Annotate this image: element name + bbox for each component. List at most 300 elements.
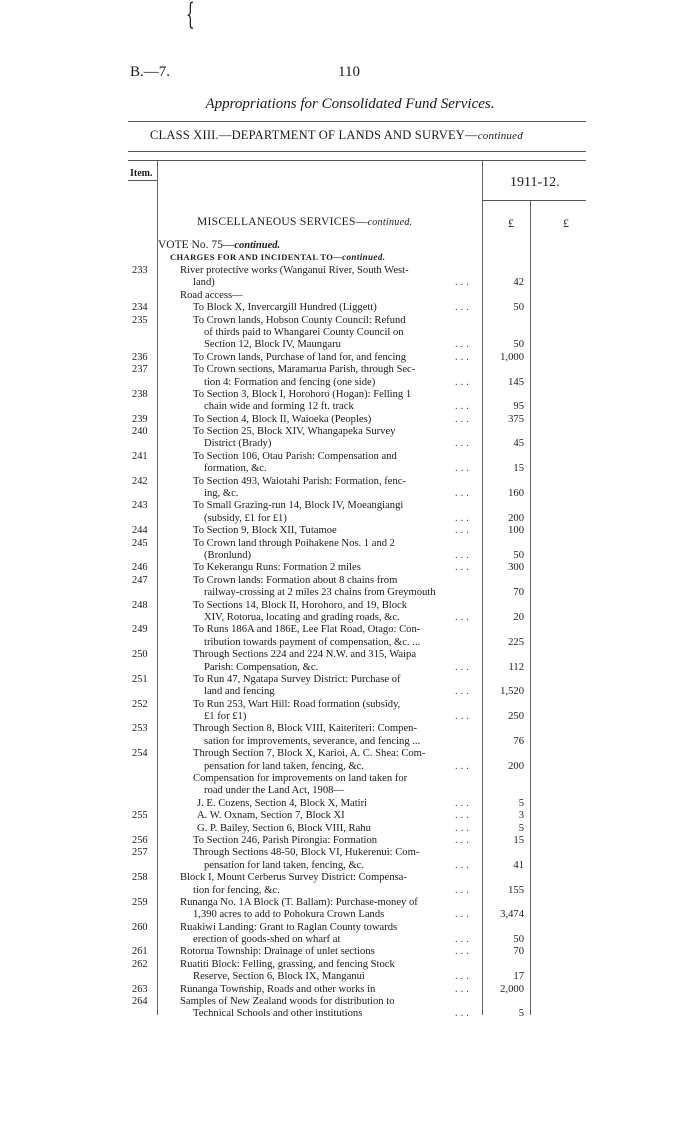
table-row (0, 438, 700, 450)
table-row (0, 500, 700, 512)
line-text-content: Section 12, Block IV, Maungaru (204, 339, 341, 351)
line-text (180, 922, 397, 934)
line-text (193, 934, 340, 946)
amount-value: 50 (513, 339, 524, 351)
line-text (204, 377, 375, 389)
item-number: 255 (132, 810, 148, 822)
table-row (0, 649, 700, 661)
item-number: 253 (132, 723, 148, 735)
line-text (204, 401, 354, 413)
line-text (180, 946, 375, 958)
line-text (180, 265, 409, 277)
table-row (0, 290, 700, 302)
leader-dots: ... (455, 934, 472, 946)
table-row (0, 922, 700, 934)
table-row (0, 686, 700, 698)
line-text (204, 612, 400, 624)
line-text (204, 550, 251, 562)
document-reference: B.—7. (130, 64, 171, 80)
line-text-content: Through Section 8, Block VIII, Kaiteriteri: Compen- (193, 723, 417, 735)
amount-value: 1,000 (500, 351, 524, 363)
item-number: 256 (132, 834, 148, 846)
line-text-content: Compensation for improvements on land taken for (193, 773, 408, 785)
amount-value: 112 (508, 661, 524, 673)
leader-dots: ... (455, 822, 472, 834)
line-text-content: tion 4: Formation and fencing (one side) (204, 376, 376, 388)
table-row (0, 488, 700, 500)
amount-value: 200 (508, 512, 524, 524)
line-text (193, 699, 400, 711)
item-number: 245 (132, 537, 148, 549)
leader-dots: ... (455, 946, 472, 958)
item-number: 252 (132, 698, 148, 710)
table-row (0, 934, 700, 946)
table-row (0, 984, 700, 996)
line-text (204, 587, 436, 599)
item-number: 259 (132, 896, 148, 908)
brace-item-255: { (186, 0, 195, 32)
line-text-content: 1,390 acres to add to Pohokura Crown Lands (193, 909, 385, 921)
amount-value: 45 (513, 438, 524, 450)
line-text-content: To Crown sections, Maramarua Parish, through Sec- (193, 364, 416, 376)
amount-value: 200 (508, 760, 524, 772)
table-row (0, 736, 700, 748)
table-row (0, 600, 700, 612)
line-text (193, 500, 403, 512)
line-text (204, 327, 404, 339)
line-text (193, 575, 397, 587)
line-text (193, 525, 337, 537)
line-text-content: (subsidy, £1 for £1) (204, 512, 287, 524)
line-text (204, 463, 267, 475)
vote-heading (158, 239, 280, 251)
leader-dots: ... (455, 438, 472, 450)
line-text (193, 909, 384, 921)
leader-dots: ... (455, 983, 472, 995)
table-row (0, 302, 700, 314)
line-text (180, 872, 407, 884)
item-number: 260 (132, 921, 148, 933)
item-number: 242 (132, 475, 148, 487)
charges-heading-continued: continued. (342, 252, 386, 262)
leader-dots: ... (455, 810, 472, 822)
amount-value: 250 (508, 711, 524, 723)
line-text (204, 785, 344, 797)
leader-dots: ... (455, 339, 472, 351)
line-text-content: To Crown land through Poihakene Nos. 1 and 2 (193, 537, 395, 549)
item-number: 248 (132, 599, 148, 611)
table-row (0, 377, 700, 389)
amount-value: 155 (508, 884, 524, 896)
line-text (193, 562, 361, 574)
line-text (204, 736, 420, 748)
line-text-content: Runanga Township, Roads and other works in (180, 983, 376, 995)
amount-value: 15 (513, 463, 524, 475)
table-row (0, 339, 700, 351)
table-row (0, 525, 700, 537)
table-row (0, 389, 700, 401)
item-number: 257 (132, 847, 148, 859)
year-header-rule (482, 200, 586, 201)
line-text (193, 773, 407, 785)
table-row (0, 872, 700, 884)
table-row (0, 463, 700, 475)
line-text (204, 637, 420, 649)
rule-top (128, 121, 586, 122)
line-text-content: tion for fencing, &c. (193, 884, 280, 896)
line-text-content: XIV, Rotorua, locating and grading roads, &c. (204, 611, 400, 623)
line-text (204, 339, 341, 351)
leader-dots: ... (455, 971, 472, 983)
table-row (0, 946, 700, 958)
amount-value: 5 (518, 822, 524, 834)
line-text-content: land and fencing (204, 686, 275, 698)
line-text (193, 538, 395, 550)
line-text (204, 662, 318, 674)
line-text-content: To Section 106, Otau Parish: Compensation and (193, 450, 397, 462)
leader-dots: ... (455, 401, 472, 413)
table-row (0, 315, 700, 327)
line-text-content: Reserve, Section 6, Block IX, Manganui (193, 971, 365, 983)
line-text (204, 488, 238, 500)
table-row (0, 996, 700, 1008)
page-title: Appropriations for Consolidated Fund Services. (205, 96, 495, 112)
item-number: 262 (132, 958, 148, 970)
leader-dots: ... (455, 302, 472, 314)
line-text-content: To Section 25, Block XIV, Whangapeka Survey (193, 426, 396, 438)
table-row (0, 513, 700, 525)
table-row (0, 711, 700, 723)
amount-value: 42 (513, 277, 524, 289)
line-text-content: To Section 9, Block XII, Tutamoe (193, 525, 337, 537)
line-text (193, 748, 425, 760)
item-number: 247 (132, 574, 148, 586)
leader-dots: ... (455, 351, 472, 363)
amount-value: 41 (513, 859, 524, 871)
item-number: 264 (132, 996, 148, 1008)
line-text (180, 897, 418, 909)
item-number: 236 (132, 351, 148, 363)
table-row (0, 847, 700, 859)
table-row (0, 538, 700, 550)
charges-heading-main: CHARGES FOR AND INCIDENTAL TO— (170, 252, 343, 262)
table-row (0, 761, 700, 773)
line-text (193, 971, 365, 983)
amount-value: 50 (513, 934, 524, 946)
line-text-content: Runanga No. 1A Block (T. Ballam): Purchase-money of (180, 896, 418, 908)
item-number: 241 (132, 450, 148, 462)
table-row (0, 1008, 700, 1020)
table-row (0, 860, 700, 872)
table-row (0, 562, 700, 574)
line-text-content: To Small Grazing-run 14, Block IV, Moeangiangi (193, 500, 404, 512)
item-column-header: Item. (130, 168, 153, 179)
class-heading-main: CLASS XIII.—DEPARTMENT OF LANDS AND SURVEY— (150, 128, 478, 142)
line-text (193, 389, 411, 401)
amount-value: 100 (508, 525, 524, 537)
line-text-content: (Bronlund) (204, 549, 252, 561)
line-text-content: Through Section 7, Block X, Karioi, A. C. Shea: Com- (193, 748, 426, 760)
line-text (193, 649, 416, 661)
item-number: 240 (132, 426, 148, 438)
year-column-header: 1911-12. (510, 175, 560, 190)
amount-value: 95 (513, 401, 524, 413)
line-text-content: of thirds paid to Whangarei County Council on (204, 326, 404, 338)
line-text (193, 414, 371, 426)
line-text-content: erection of goods-shed on wharf at (193, 934, 341, 946)
line-text (193, 315, 406, 327)
line-text-content: road under the Land Act, 1908— (204, 785, 345, 797)
item-number: 249 (132, 624, 148, 636)
line-text (193, 426, 395, 438)
table-row (0, 798, 700, 810)
leader-dots: ... (455, 661, 472, 673)
table-row (0, 612, 700, 624)
table-row (0, 327, 700, 339)
line-text (193, 364, 415, 376)
table-row (0, 550, 700, 562)
table-row (0, 823, 700, 835)
line-text (193, 723, 417, 735)
amount-value: 160 (508, 488, 524, 500)
line-text-content: ing, &c. (204, 488, 239, 500)
line-text (204, 686, 275, 698)
charges-heading (170, 252, 385, 262)
item-number: 234 (132, 302, 148, 314)
line-text-content: Parish: Compensation, &c. (204, 661, 319, 673)
amount-value: 225 (508, 636, 524, 648)
line-text-content: G. P. Bailey, Section 6, Block VIII, Rahu (197, 822, 371, 834)
line-text-content: Road access— (180, 289, 243, 301)
line-text-content: railway-crossing at 2 miles 23 chains from Greymouth (204, 587, 436, 599)
line-text (204, 761, 364, 773)
table-row (0, 959, 700, 971)
line-text (204, 438, 271, 450)
item-number: 237 (132, 364, 148, 376)
table-row (0, 885, 700, 897)
table-row (0, 575, 700, 587)
item-number: 239 (132, 413, 148, 425)
line-text-content: To Kekerangu Runs: Formation 2 miles (193, 562, 361, 574)
item-number: 235 (132, 314, 148, 326)
amount-value: 17 (513, 971, 524, 983)
table-row (0, 451, 700, 463)
leader-dots: ... (455, 797, 472, 809)
item-number: 233 (132, 265, 148, 276)
leader-dots: ... (455, 488, 472, 500)
leader-dots: ... (455, 884, 472, 896)
line-text (193, 885, 280, 897)
line-text-content: tribution towards payment of compensation, &c. ... (204, 636, 421, 648)
table-row (0, 637, 700, 649)
table-row (0, 835, 700, 847)
line-text-content: To Section 4, Block II, Waioeka (Peoples) (193, 413, 372, 425)
amount-value: 3,474 (500, 909, 524, 921)
table-row (0, 662, 700, 674)
line-text-content: £1 for £1) (204, 711, 247, 723)
line-text (197, 810, 345, 822)
line-text-content: Technical Schools and other institutions (193, 1008, 363, 1020)
amount-value: 50 (513, 549, 524, 561)
amount-value: 70 (513, 946, 524, 958)
line-text-content: River protective works (Wanganui River, South West- (180, 265, 409, 276)
line-text-content: District (Brady) (204, 438, 272, 450)
table-row (0, 624, 700, 636)
line-text-content: To Runs 186A and 186E, Lee Flat Road, Otago: Con- (193, 624, 421, 636)
leader-dots: ... (455, 277, 472, 289)
line-text-content: To Section 246, Parish Pirongia: Formation (193, 834, 378, 846)
page-number: 110 (338, 64, 360, 80)
line-text-content: To Sections 14, Block II, Horohoro, and 19, Block (193, 599, 408, 611)
table-row (0, 773, 700, 785)
leader-dots: ... (455, 760, 472, 772)
leader-dots: ... (455, 711, 472, 723)
table-row (0, 909, 700, 921)
line-text (193, 476, 406, 488)
line-text (180, 984, 375, 996)
line-text-content: sation for improvements, severance, and fencing ... (204, 735, 421, 747)
amount-value: 5 (518, 1008, 524, 1020)
line-text (193, 1008, 362, 1020)
line-text (193, 352, 406, 364)
item-number: 250 (132, 649, 148, 661)
line-text (193, 624, 420, 636)
line-text-content: Through Sections 224 and 224 N.W. and 315, Waipa (193, 649, 417, 661)
line-text (193, 451, 397, 463)
amount-value: 1,520 (500, 686, 524, 698)
amount-value: 300 (508, 562, 524, 574)
item-number: 254 (132, 748, 148, 760)
line-text (193, 302, 377, 314)
table-row (0, 476, 700, 488)
amount-value: 2,000 (500, 983, 524, 995)
line-text (204, 513, 287, 525)
leader-dots: ... (455, 909, 472, 921)
table-row (0, 587, 700, 599)
table-row (0, 674, 700, 686)
leader-dots: ... (455, 859, 472, 871)
leader-dots: ... (455, 834, 472, 846)
amount-value: 375 (508, 413, 524, 425)
line-text-content: Rotorua Township: Drainage of unlet sections (180, 946, 375, 958)
leader-dots: ... (455, 512, 472, 524)
line-text-content: J. E. Cozens, Section 4, Block X, Matiri (197, 797, 368, 809)
item-number: 258 (132, 872, 148, 884)
line-text (197, 823, 371, 835)
table-row (0, 897, 700, 909)
line-text (204, 860, 364, 872)
line-text (193, 835, 377, 847)
line-text (180, 290, 243, 302)
rule-table-top (128, 160, 586, 161)
line-text (204, 711, 246, 723)
line-text-content: To Run 47, Ngatapa Survey District: Purchase of (193, 673, 401, 685)
leader-dots: ... (455, 525, 472, 537)
line-text (197, 798, 367, 810)
amount-value: 15 (513, 834, 524, 846)
line-text-content: Block I, Mount Cerberus Survey District: Compensa- (180, 872, 407, 884)
line-text-content: A. W. Oxnam, Section 7, Block XI (197, 810, 345, 822)
line-text (193, 277, 215, 289)
section-heading (197, 216, 412, 228)
amount-value: 20 (513, 611, 524, 623)
line-text-content: pensation for land taken, fencing, &c. (204, 859, 365, 871)
item-number: 251 (132, 673, 148, 685)
leader-dots: ... (455, 611, 472, 623)
leader-dots: ... (455, 549, 472, 561)
vote-heading-main: VOTE No. 75— (158, 239, 235, 251)
line-text-content: land) (193, 277, 215, 289)
amount-value: 76 (513, 735, 524, 747)
currency-symbol-1: £ (508, 216, 514, 230)
line-text-content: chain wide and forming 12 ft. track (204, 401, 354, 413)
item-number: 261 (132, 946, 148, 958)
table-row (0, 785, 700, 797)
line-text-content: Samples of New Zealand woods for distribution to (180, 996, 395, 1008)
table-row (0, 265, 700, 277)
line-text (180, 959, 395, 971)
item-number: 244 (132, 525, 148, 537)
amount-value: 70 (513, 587, 524, 599)
line-text-content: To Block X, Invercargill Hundred (Liggett) (193, 302, 377, 314)
amount-value: 5 (518, 797, 524, 809)
line-text-content: Through Sections 48-50, Block VI, Hukerenui: Com- (193, 847, 420, 859)
table-row (0, 414, 700, 426)
line-text-content: To Crown lands, Purchase of land for, and fencing (193, 351, 407, 363)
line-text (180, 996, 395, 1008)
line-text-content: To Crown lands, Hobson County Council: Refund (193, 314, 406, 326)
item-number: 243 (132, 500, 148, 512)
rule-class (128, 151, 586, 152)
class-heading (150, 128, 523, 143)
leader-dots: ... (455, 463, 472, 475)
leader-dots: ... (455, 686, 472, 698)
table-row (0, 723, 700, 735)
line-text (193, 674, 401, 686)
leader-dots: ... (455, 562, 472, 574)
appropriation-lines (0, 265, 700, 1021)
item-number: 263 (132, 983, 148, 995)
leader-dots: ... (455, 413, 472, 425)
line-text-content: To Run 253, Wart Hill: Road formation (subsidy, (193, 698, 401, 710)
section-heading-continued: continued. (367, 217, 413, 228)
table-row (0, 971, 700, 983)
table-row (0, 364, 700, 376)
table-row (0, 810, 700, 822)
line-text-content: Ruakiwi Landing: Grant to Raglan County towards (180, 921, 398, 933)
line-text-content: To Section 493, Waiotahi Parish: Formation, fenc- (193, 475, 406, 487)
amount-value: 50 (513, 302, 524, 314)
line-text (193, 847, 419, 859)
leader-dots: ... (455, 376, 472, 388)
line-text (193, 600, 407, 612)
table-row (0, 277, 700, 289)
class-heading-continued: continued (477, 130, 523, 142)
currency-symbol-2: £ (563, 216, 569, 230)
table-row (0, 699, 700, 711)
item-header-rule (128, 180, 157, 181)
item-number: 238 (132, 388, 148, 400)
table-row (0, 748, 700, 760)
table-row (0, 352, 700, 364)
section-heading-main: MISCELLANEOUS SERVICES— (197, 216, 368, 228)
line-text-content: To Crown lands: Formation about 8 chains from (193, 574, 398, 586)
item-number: 246 (132, 562, 148, 574)
amount-value: 145 (508, 376, 524, 388)
table-row (0, 426, 700, 438)
line-text-content: Ruatiti Block: Felling, grassing, and fencing Stock (180, 958, 395, 970)
line-text-content: formation, &c. (204, 463, 267, 475)
